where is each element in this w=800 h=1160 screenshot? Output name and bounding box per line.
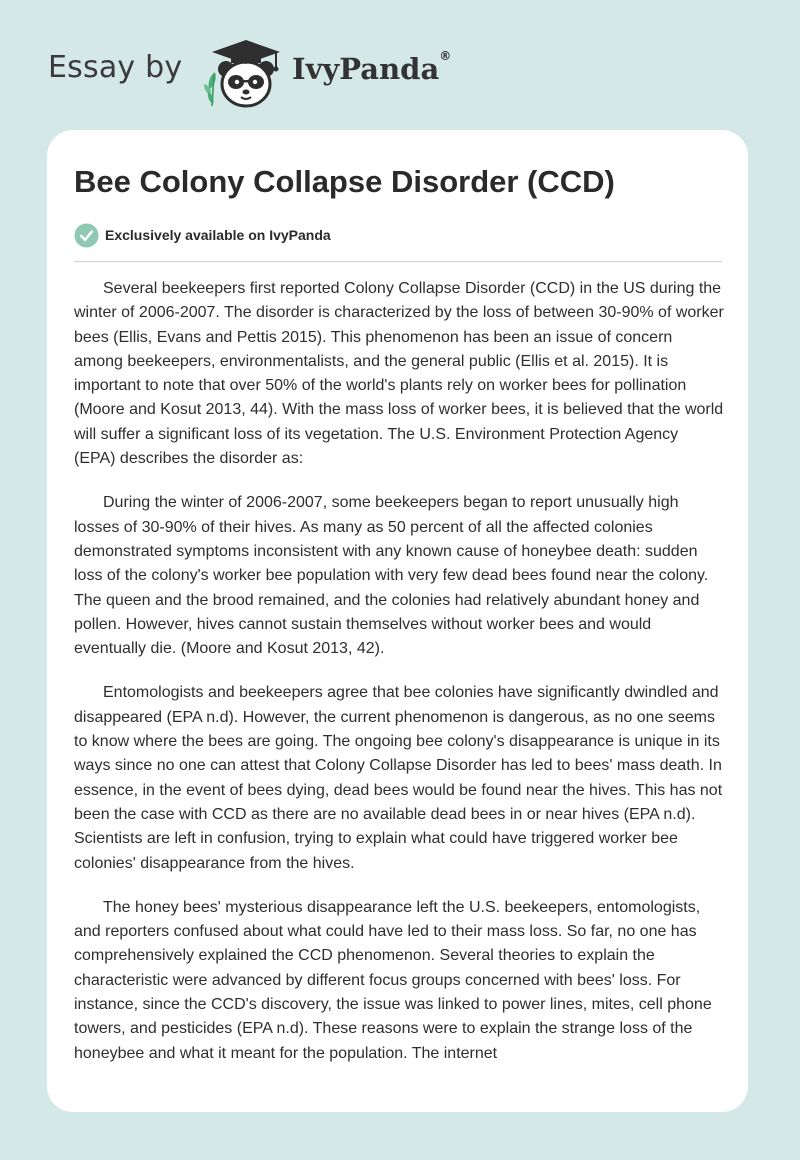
exclusive-badge-text: Exclusively available on IvyPanda <box>105 227 331 243</box>
paragraph: Several beekeepers first reported Colony Collapse Disorder (CCD) in the US during the winter of 2006-2007. The disorder is characterized by the loss of between 30-90% of worker bees (Ellis, Evans and Pettis 2015). This phenomenon has been an issue of concern among beekeepers, environmentalists, and the general public (Ellis et al. 2015). It is important to note that over 50% of the world's plants rely on worker bees for pollination (Moore and Kosut 2013, 44). With the mass loss of worker bees, it is believed that the world will suffer a significant loss of its vegetation. The U.S. Environment Protection Agency (EPA) describes the disorder as: <box>74 280 724 468</box>
paragraph: During the winter of 2006-2007, some beekeepers began to report unusually high losses of 30-90% of their hives. As many as 50 percent of all the affected colonies demonstrated symptoms inconsistent with any known cause of honeybee death: sudden loss of the colony's worker bee population with very few dead bees found near the colony. The queen and the brood remained, and the colonies had relatively abundant honey and pollen. However, hives cannot sustain themselves without worker bees and would eventually die. (Moore and Kosut 2013, 42). <box>74 494 709 658</box>
essay-by-label: Essay by <box>48 50 183 85</box>
paragraph: Entomologists and beekeepers agree that bee colonies have significantly dwindled and disappeared (EPA n.d). However, the current phenomenon is dangerous, as no one seems to know where the bees are going. The ongoing bee colony's disappearance is unique in its ways since no one can attest that Colony Collapse Disorder has led to bees' mass death. In essence, in the event of bees dying, dead bees would be found near the hives. This has not been the case with CCD as there are no available dead bees in or near hives (EPA n.d). Scientists are left in confusion, trying to explain what could have triggered worker bee colonies' disappearance from the hives. <box>74 684 723 872</box>
brand-name-text: IvyPanda <box>292 52 440 86</box>
panda-graduation-cap-logo-icon[interactable] <box>200 34 290 110</box>
check-circle-icon <box>74 223 99 248</box>
divider <box>74 261 722 262</box>
registered-mark: ® <box>439 49 452 64</box>
page-title: Bee Colony Collapse Disorder (CCD) <box>74 164 615 199</box>
essay-body <box>74 277 724 1086</box>
paragraph: The honey bees' mysterious disappearance left the U.S. beekeepers, entomologists, and reporters confused about what could have led to their mass loss. So far, no one has comprehensively explained the CCD phenomenon. Several theories to explain the characteristic were advanced by different focus groups concerned with bees' loss. For instance, since the CCD's discovery, the issue was linked to power lines, mites, cell phone towers, and pesticides (EPA n.d). These reasons were to explain the strange loss of the honeybee and what it meant for the population. The internet <box>74 898 712 1062</box>
brand-name[interactable] <box>292 49 452 86</box>
essay-card <box>47 130 748 1112</box>
exclusive-badge <box>74 222 331 248</box>
site-header <box>0 0 800 130</box>
